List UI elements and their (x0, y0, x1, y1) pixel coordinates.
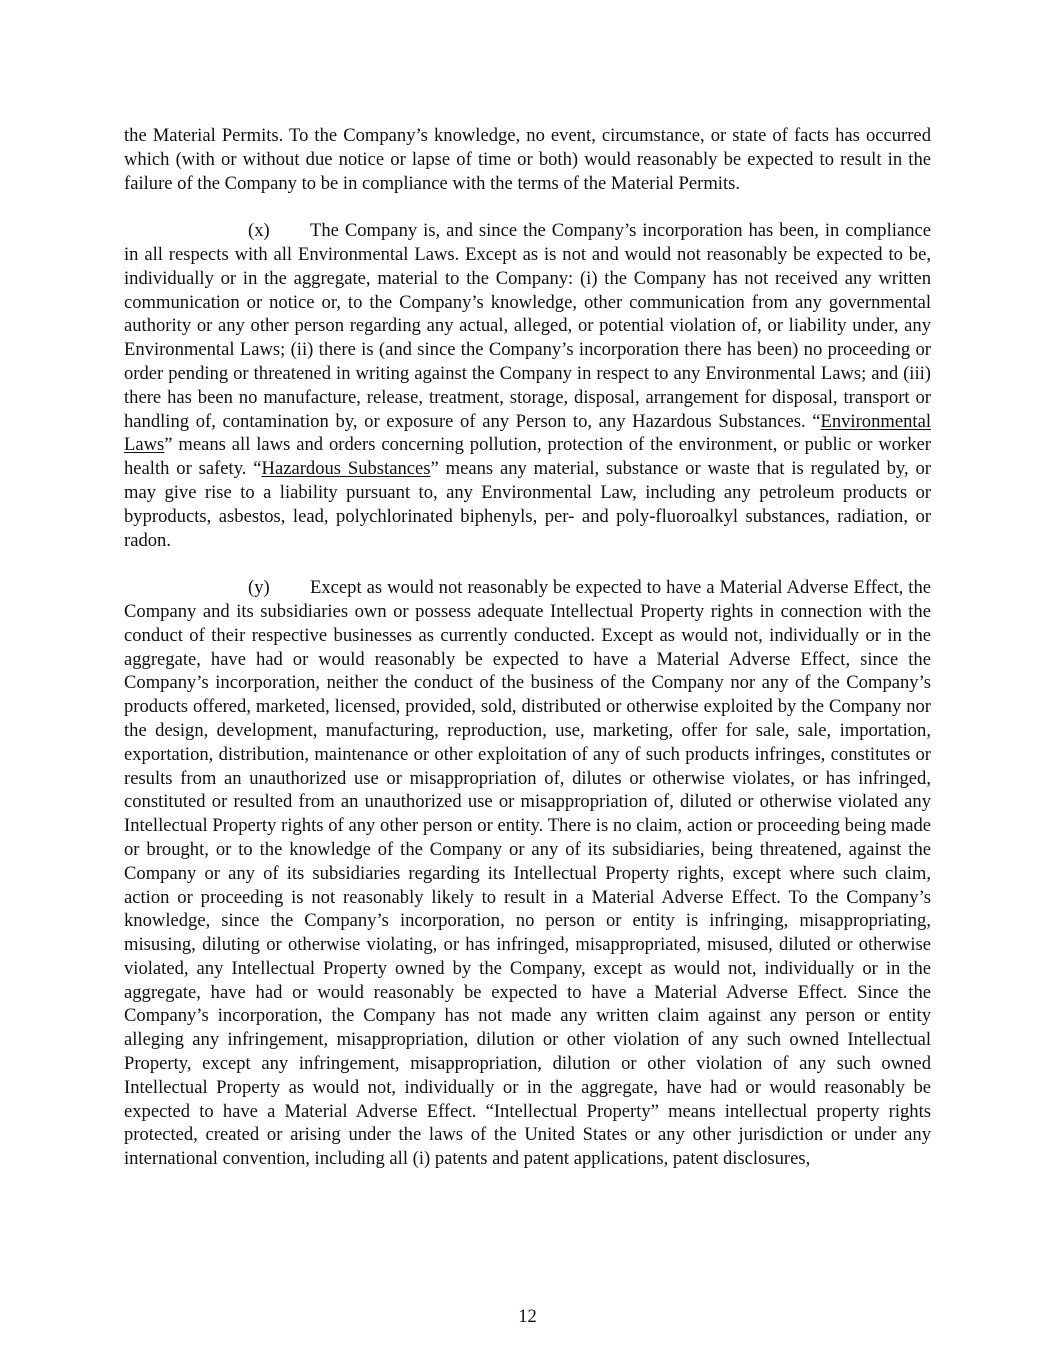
continuation-paragraph: the Material Permits. To the Company’s knowledge, no event, circumstance, or state of facts has occurred which (with or without due notice or lapse of time or both) would reasonably be expected to result in the failure of the Company to be in compliance with the terms of the Material Permits. (124, 125, 931, 194)
page-number: 12 (518, 1306, 537, 1327)
section-x-text-3: ” means any material, substance or waste that is regulated by, or may give rise to a liability pursuant to, any Environmental Law, including any petroleum products or byproducts, asbestos, lead, polychlorinated biphenyls, per- and poly-fluoroalkyl substances, radiation, or radon. (124, 458, 931, 551)
defined-term-environmental-laws: Environmental Laws (124, 410, 931, 456)
section-y-paragraph (124, 576, 931, 1171)
section-x-label: (x) (248, 220, 270, 242)
section-y-text: Except as would not reasonably be expected to have a Material Adverse Effect, the Company and its subsidiaries own or possess adequate Intellectual Property rights in connection with the conduct of their respective businesses as currently conducted. Except as would not, individually or in the aggregate, have had or would reasonably be expected to have a Material Adverse Effect, since the Company’s incorporation, neither the conduct of the business of the Company nor any of the Company’s products offered, marketed, licensed, provided, sold, distributed or otherwise exploited by the Company nor the design, development, manufacturing, reproduction, use, marketing, offer for sale, sale, importation, exportation, distribution, maintenance or other exploitation of any of such products infringes, constitutes or results from an unauthorized use or misappropriation of, dilutes or otherwise violates, or has infringed, constituted or resulted from an unauthorized use or misappropriation of, diluted or otherwise violated any Intellectual Property rights of any other person or entity. There is no claim, action or proceeding being made or brought, or to the knowledge of the Company or any of its subsidiaries, being threatened, against the Company or any of its subsidiaries regarding its Intellectual Property rights, except where such claim, action or proceeding is not reasonably likely to result in a Material Adverse Effect. To the Company’s knowledge, since the Company’s incorporation, no person or entity is infringing, misappropriating, misusing, diluting or otherwise violating, or has infringed, misappropriated, misused, diluted or otherwise violated, any Intellectual Property owned by the Company, except as would not, individually or in the aggregate, have had or would reasonably be expected to have a Material Adverse Effect. Since the Company’s incorporation, the Company has not made any written claim against any person or entity alleging any infringement, misappropriation, dilution or other violation of any such owned Intellectual Property, except any infringement, misappropriation, dilution or other violation of any such owned Intellectual Property as would not, individually or in the aggregate, have had or would reasonably be expected to have a Material Adverse Effect. “Intellectual Property” means intellectual property rights protected, created or arising under the laws of the United States or any other jurisdiction or under any international convention, including all (i) patents and patent applications, patent disclosures, (124, 577, 931, 1170)
section-x-text-2: ” means all laws and orders concerning pollution, protection of the environment, or public or worker health or safety. “ (124, 434, 931, 480)
section-x-paragraph (124, 219, 931, 552)
section-x-text-1: The Company is, and since the Company’s incorporation has been, in compliance in all respects with all Environmental Laws. Except as is not and would not reasonably be expected to be, individually or in the aggregate, material to the Company: (i) the Company has not received any written communication or notice or, to the Company’s knowledge, other communication from any governmental authority or any other person regarding any actual, alleged, or potential violation of, or liability under, any Environmental Laws; (ii) there is (and since the Company’s incorporation there has been) no proceeding or order pending or threatened in writing against the Company in respect to any Environmental Laws; and (iii) there has been no manufacture, release, treatment, storage, disposal, arrangement for disposal, transport or handling of, contamination by, or exposure of any Person to, any Hazardous Substances. “ (124, 220, 931, 432)
section-y-label: (y) (248, 577, 270, 599)
document-page (124, 124, 931, 1171)
defined-term-hazardous-substances: Hazardous Substances (261, 458, 431, 480)
